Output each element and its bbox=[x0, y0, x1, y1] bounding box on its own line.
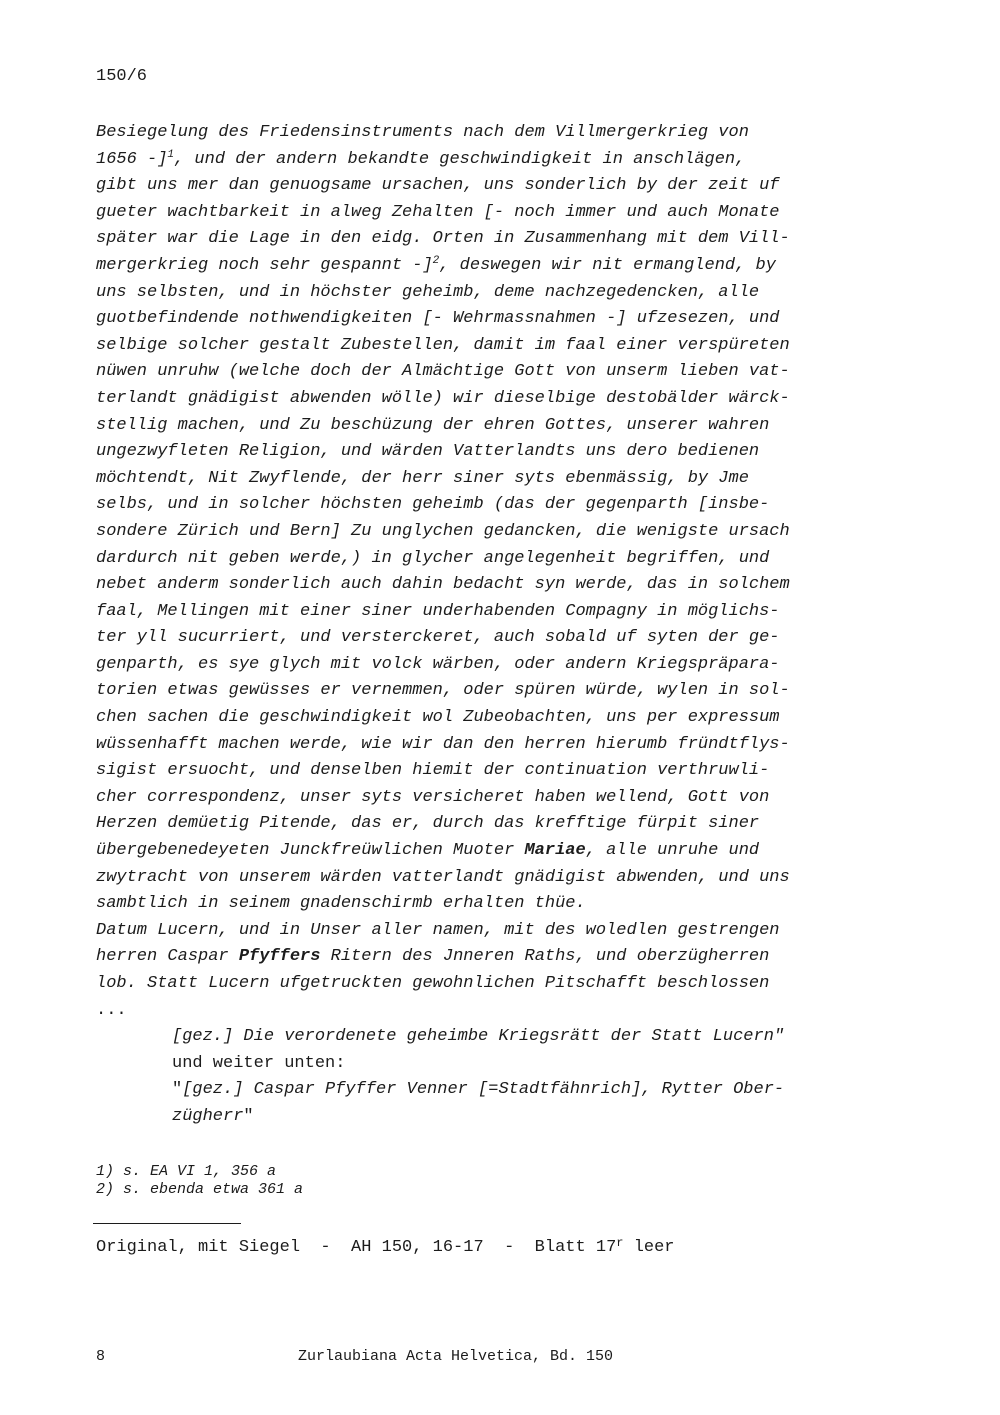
text-line: guotbefindende nothwendigkeiten [- Wehrmassnahmen -] ufzesezen, und bbox=[96, 309, 780, 329]
running-footer: Zurlaubiana Acta Helvetica, Bd. 150 bbox=[298, 1348, 614, 1365]
text-segment: [gez.] Caspar Pfyffer Venner [=Stadtfähnrich], Rytter Ober- bbox=[182, 1080, 785, 1100]
emphasis-mariae: Mariae bbox=[524, 841, 586, 861]
text-segment: herren Caspar bbox=[96, 947, 239, 967]
text-segment: übergebenedeyeten Junckfreüwlichen Muoter bbox=[96, 841, 525, 861]
text-line bbox=[96, 147, 856, 174]
text-line: stellig machen, und Zu beschüzung der ehren Gottes, unserer wahren bbox=[96, 415, 770, 435]
text-line: selbs, und in solcher höchsten geheimb (das der gegenparth [insbe- bbox=[96, 495, 770, 515]
text-line: terlandt gnädigist abwenden wölle) wir dieselbige destobälder wärck- bbox=[96, 388, 790, 408]
text-line: cher correspondenz, unser syts versicheret haben wellend, Gott von bbox=[96, 787, 770, 807]
letter-body bbox=[96, 120, 856, 1131]
source-text: Original, mit Siegel - AH 150, 16-17 - Blatt 17 bbox=[96, 1238, 617, 1257]
text-line: sondere Zürich und Bern] Zu unglychen gedancken, die wenigste ursach bbox=[96, 521, 790, 541]
divider-rule bbox=[93, 1223, 241, 1224]
text-segment: , deswegen wir nit ermanglend, by bbox=[439, 255, 776, 275]
signature-line: und weiter unten: bbox=[172, 1053, 346, 1073]
text-segment: Ritern des Jnneren Raths, und oberzügherren bbox=[320, 947, 770, 967]
page-id: 150/6 bbox=[96, 67, 148, 86]
text-segment: zügherr bbox=[172, 1106, 244, 1126]
text-line: nebet anderm sonderlich auch dahin bedacht syn werde, das in solchem bbox=[96, 575, 790, 595]
footnotes bbox=[96, 1163, 596, 1199]
text-line: ... bbox=[96, 1000, 127, 1020]
text-line: wüssenhafft machen werde, wie wir dan den herren hierumb fründtflys- bbox=[96, 734, 790, 754]
emphasis-pfyffers: Pfyffers bbox=[238, 947, 321, 967]
quote-mark: " bbox=[172, 1080, 183, 1100]
recto-mark: r bbox=[616, 1236, 624, 1250]
text-line: chen sachen die geschwindigkeit wol Zubeobachten, uns per expressum bbox=[96, 708, 780, 728]
text-line: nüwen unruhw (welche doch der Almächtige Gott von unserm lieben vat- bbox=[96, 362, 790, 382]
quote-mark: " bbox=[243, 1106, 254, 1126]
text-line: lob. Statt Lucern ufgetruckten gewohnlichen Pitschafft beschlossen bbox=[96, 974, 770, 993]
page-number: 8 bbox=[96, 1348, 106, 1365]
source-note bbox=[96, 1236, 675, 1260]
text-line: ungezwyfleten Religion, und wärden Vatterlandts uns dero bedienen bbox=[96, 442, 760, 462]
text-line: selbige solcher gestalt Zubestellen, damit im faal einer verspüreten bbox=[96, 335, 790, 355]
text-line: torien etwas gewüsses er vernemmen, oder spüren würde, wylen in sol- bbox=[96, 681, 790, 701]
text-line: sigist ersuocht, und denselben hiemit der continuation verthruwli- bbox=[96, 761, 770, 781]
text-line: sambtlich in seinem gnadenschirmb erhalten thüe. bbox=[96, 894, 586, 914]
footnote-2: 2) s. ebenda etwa 361 a bbox=[96, 1181, 304, 1198]
footnote-1: 1) s. EA VI 1, 356 a bbox=[96, 1163, 277, 1180]
text-line: ter yll sucurriert, und versterckeret, auch sobald uf syten der ge- bbox=[96, 628, 780, 648]
text-line: gueter wachtbarkeit in alweg Zehalten [- noch immer und auch Monate bbox=[96, 202, 780, 222]
signature-line bbox=[96, 1077, 856, 1104]
text-segment: 1656 -] bbox=[96, 149, 168, 169]
text-line: genparth, es sye glych mit volck wärben, oder andern Kriegspräpara- bbox=[96, 654, 780, 674]
text-line: gibt uns mer dan genuogsame ursachen, uns sonderlich by der zeit uf bbox=[96, 176, 780, 196]
footnote-ref-1: 1 bbox=[167, 148, 175, 161]
text-line: möchtendt, Nit Zwyflende, der herr siner syts ebenmässig, by Jme bbox=[96, 468, 749, 488]
text-segment: mergerkrieg noch sehr gespannt -] bbox=[96, 255, 433, 275]
text-segment: , alle unruhe und bbox=[585, 841, 760, 861]
text-line bbox=[96, 253, 856, 280]
text-line bbox=[96, 838, 856, 865]
text-line: Datum Lucern, und in Unser aller namen, mit des woledlen gestrengen bbox=[96, 920, 780, 940]
source-text: leer bbox=[623, 1238, 675, 1257]
text-line: Besiegelung des Friedensinstruments nach dem Villmergerkrieg von bbox=[96, 123, 749, 142]
text-line: dardurch nit geben werde,) in glycher angelegenheit begriffen, und bbox=[96, 548, 770, 568]
signature-line: [gez.] Die verordenete geheimbe Kriegsrätt der Statt Lucern" bbox=[172, 1027, 785, 1047]
text-line: faal, Mellingen mit einer siner underhabenden Compagny in möglichs- bbox=[96, 601, 780, 621]
text-line: Herzen demüetig Pitende, das er, durch das krefftige fürpit siner bbox=[96, 814, 760, 834]
text-segment: , und der andern bekandte geschwindigkeit in anschlägen, bbox=[174, 149, 746, 169]
text-line: uns selbsten, und in höchster geheimb, deme nachzegedencken, alle bbox=[96, 282, 760, 302]
text-line bbox=[96, 944, 856, 971]
footnote-ref-2: 2 bbox=[432, 254, 440, 267]
text-line: später war die Lage in den eidg. Orten in Zusammenhang mit dem Vill- bbox=[96, 229, 790, 249]
signature-line bbox=[96, 1104, 856, 1131]
text-line: zwytracht von unserem wärden vatterlandt gnädigist abwenden, und uns bbox=[96, 867, 790, 887]
